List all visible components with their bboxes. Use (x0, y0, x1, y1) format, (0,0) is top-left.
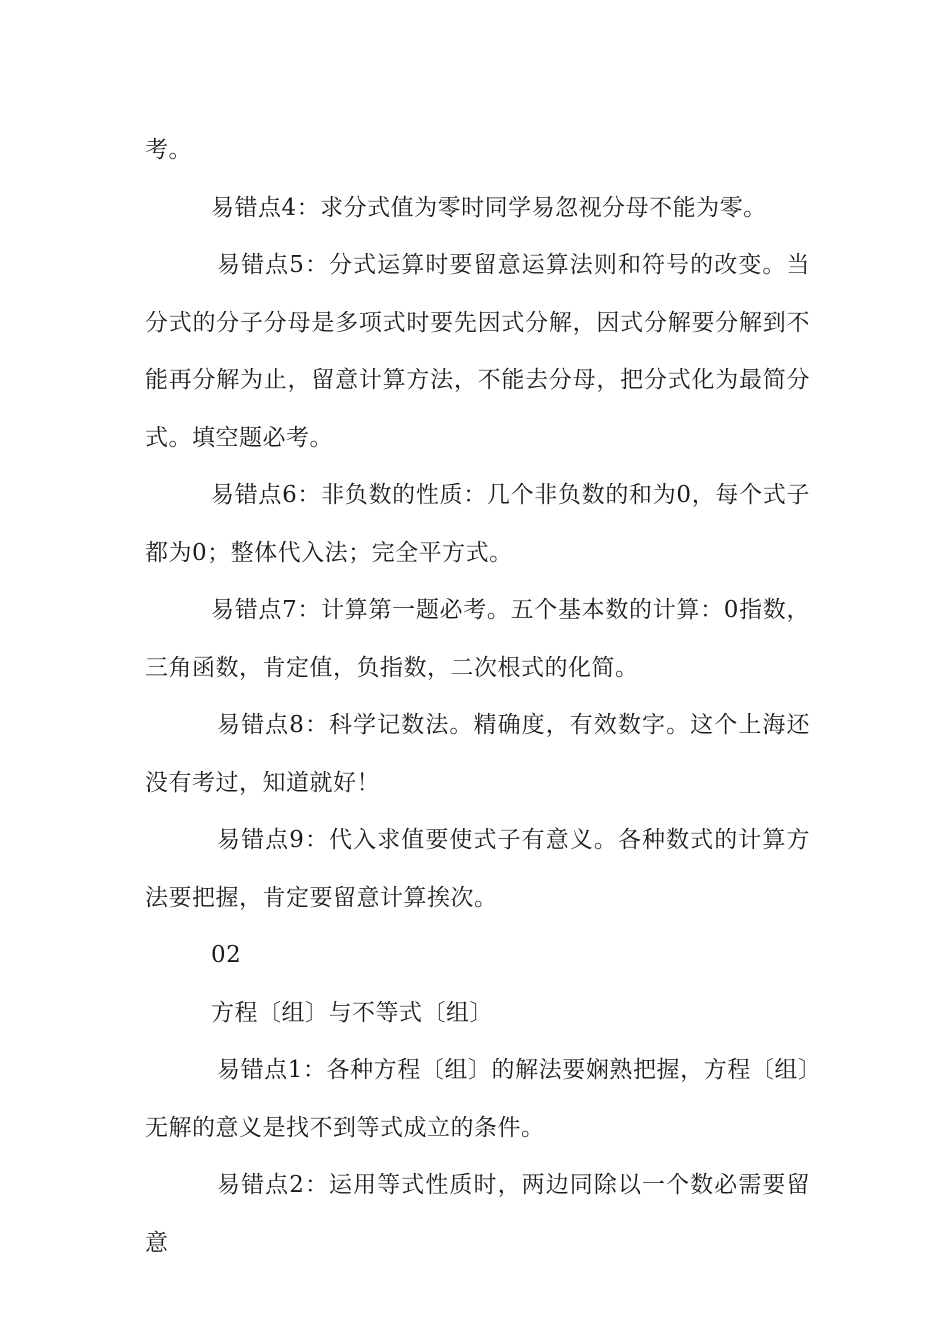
paragraph-error-point-5: 易错点5：分式运算时要留意运算法则和符号的改变。当分式的分子分母是多项式时要先因式分解，因式分解要分解到不能再分解为止，留意计算方法，不能去分母，把分式化为最简分式。填空题必考。 (145, 252, 810, 451)
paragraph-error-point-7: 易错点7：计算第一题必考。五个基本数的计算：0指数，三角函数，肯定值，负指数，二次根式的化简。 (145, 597, 810, 681)
paragraph-error-point-4: 易错点4：求分式值为零时同学易忽视分母不能为零。 (211, 194, 767, 221)
paragraph-continuation: 考。 (145, 137, 192, 163)
section-heading: 方程〔组〕与不等式〔组〕 (211, 999, 493, 1026)
paragraph-equation-error-point-2: 易错点2：运用等式性质时，两边同除以一个数必需要留意 (145, 1172, 810, 1256)
paragraph-error-point-9: 易错点9：代入求值要使式子有意义。各种数式的计算方法要把握，肯定要留意计算挨次。 (145, 827, 810, 911)
document-body (145, 122, 810, 1272)
paragraph-error-point-8: 易错点8：科学记数法。精确度，有效数字。这个上海还没有考过，知道就好！ (145, 712, 810, 796)
section-number: 02 (211, 942, 242, 968)
paragraph-equation-error-point-1: 易错点1：各种方程〔组〕的解法要娴熟把握，方程〔组〕无解的意义是找不到等式成立的条件。 (145, 1057, 810, 1141)
paragraph-error-point-6: 易错点6：非负数的性质：几个非负数的和为0，每个式子都为0；整体代入法；完全平方式。 (145, 482, 810, 566)
